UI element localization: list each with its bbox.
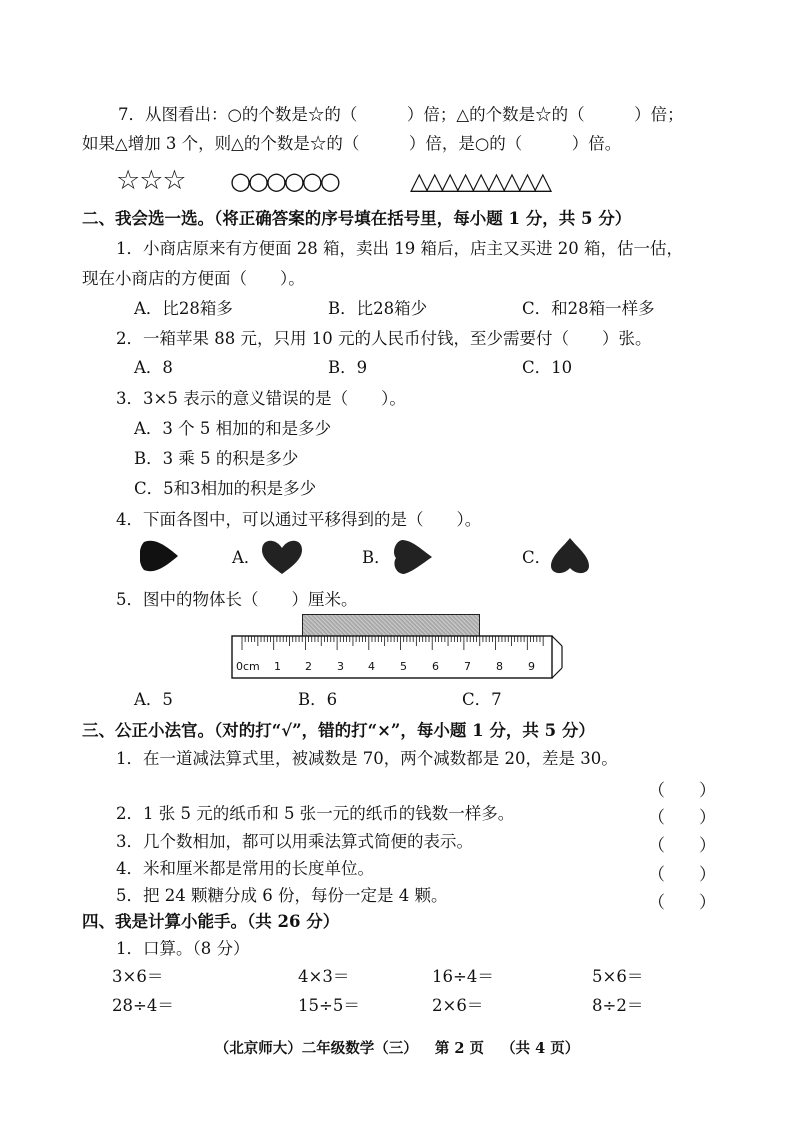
calc-r1-c3: 16÷4＝ [432,967,494,986]
calc-r2-c2: 15÷5＝ [298,996,360,1015]
s3-item-2: 2．1 张 5 元的纸币和 5 张一元的纸币的钱数一样多。 [116,804,515,823]
ruler-label-7: 7 [464,660,471,673]
s2-q3-option-b: B．3 乘 5 的积是多少 [134,449,299,468]
ruler-label-4: 4 [368,660,375,673]
s2-q5-option-a: A．5 [134,690,173,709]
s2-q5-option-c: C．7 [462,690,502,709]
s3-item-4: 4．米和厘米都是常用的长度单位。 [116,859,374,878]
heart-option-b-icon [392,538,434,576]
q7-line2: 如果△增加 3 个，则△的个数是☆的（ ）倍，是○的（ ）倍。 [82,134,622,153]
s2-q1-option-a: A．比28箱多 [134,299,233,318]
s3-item-5: 5．把 24 颗糖分成 6 份，每份一定是 4 颗。 [116,886,448,905]
ruler-label-8: 8 [496,660,503,673]
footer-total: （共 4 页） [501,1040,580,1057]
s2-q3-text: 3．3×5 表示的意义错误的是（ ）。 [116,389,406,408]
s2-q2-option-b: B．9 [328,358,368,377]
s2-q1-line1: 1．小商店原来有方便面 28 箱，卖出 19 箱后，店主又买进 20 箱，估一估， [116,239,683,258]
s2-q2-option-a: A．8 [134,358,173,377]
s4-sub1: 1．口算。（8 分） [116,939,250,958]
ruler-label-3: 3 [337,660,344,673]
s2-q4-text: 4．下面各图中，可以通过平移得到的是（ ）。 [116,510,482,529]
s3-answer-blank-2[interactable]: （ ） [648,808,716,828]
calc-r2-c4: 8÷2＝ [592,996,644,1015]
heart-option-a-icon [260,538,304,576]
heart-original-icon [140,538,180,574]
calc-r1-c1: 3×6＝ [112,967,164,986]
section4-title: 四、我是计算小能手。（共 26 分） [82,912,340,931]
s3-answer-blank-1[interactable]: （ ） [648,781,716,801]
q7-circles: ○○○○○○ [230,167,338,195]
ruler-label-0: 0cm [236,660,260,673]
q7-line1: 7．从图看出：○的个数是☆的（ ）倍；△的个数是☆的（ ）倍； [118,105,684,124]
ruler-label-5: 5 [400,660,407,673]
calc-r2-c1: 28÷4＝ [112,996,174,1015]
s3-item-3: 3．几个数相加，都可以用乘法算式简便的表示。 [116,832,473,851]
s2-q4-option-c: C． [522,548,552,567]
ruler-label-9: 9 [528,660,535,673]
s3-answer-blank-5[interactable]: （ ） [648,893,716,913]
s2-q1-line2: 现在小商店的方便面（ ）。 [82,269,305,288]
calc-r1-c4: 5×6＝ [592,967,644,986]
s2-q3-option-a: A．3 个 5 相加的和是多少 [134,419,332,438]
s2-q2-option-c: C．10 [522,358,573,377]
section3-title: 三、公正小法官。（对的打“√”，错的打“×”，每小题 1 分，共 5 分） [82,721,595,740]
footer-page: 第 2 页 [434,1040,484,1057]
s2-q5-option-b: B．6 [298,690,338,709]
calc-r2-c3: 2×6＝ [432,996,484,1015]
s2-q3-option-c: C．5和3相加的积是多少 [134,479,317,498]
calc-r1-c2: 4×3＝ [298,967,350,986]
s3-item-1: 1．在一道减法算式里，被减数是 70，两个减数都是 20，差是 30。 [116,749,618,768]
ruler-label-6: 6 [432,660,439,673]
footer-title: （北京师大）二年级数学（三） [214,1040,418,1057]
section2-title: 二、我会选一选。（将正确答案的序号填在括号里，每小题 1 分，共 5 分） [82,209,632,228]
s2-q1-option-c: C．和28箱一样多 [522,299,655,318]
heart-option-c-icon [549,536,591,576]
s2-q4-option-a: A． [232,548,261,567]
s3-answer-blank-4[interactable]: （ ） [648,865,716,885]
ruler-label-1: 1 [274,660,281,673]
s2-q5-text: 5．图中的物体长（ ）厘米。 [116,590,358,609]
page-footer [0,1037,794,1058]
q7-stars: ☆☆☆ [116,165,186,196]
q7-triangles: △△△△△△△△△ [410,167,550,195]
s2-q4-option-b: B． [362,548,391,567]
ruler-label-2: 2 [305,660,312,673]
s2-q1-option-b: B．比28箱少 [328,299,428,318]
s2-q2-text: 2．一箱苹果 88 元，只用 10 元的人民币付钱，至少需要付（ ）张。 [116,329,652,348]
s3-answer-blank-3[interactable]: （ ） [648,836,716,856]
